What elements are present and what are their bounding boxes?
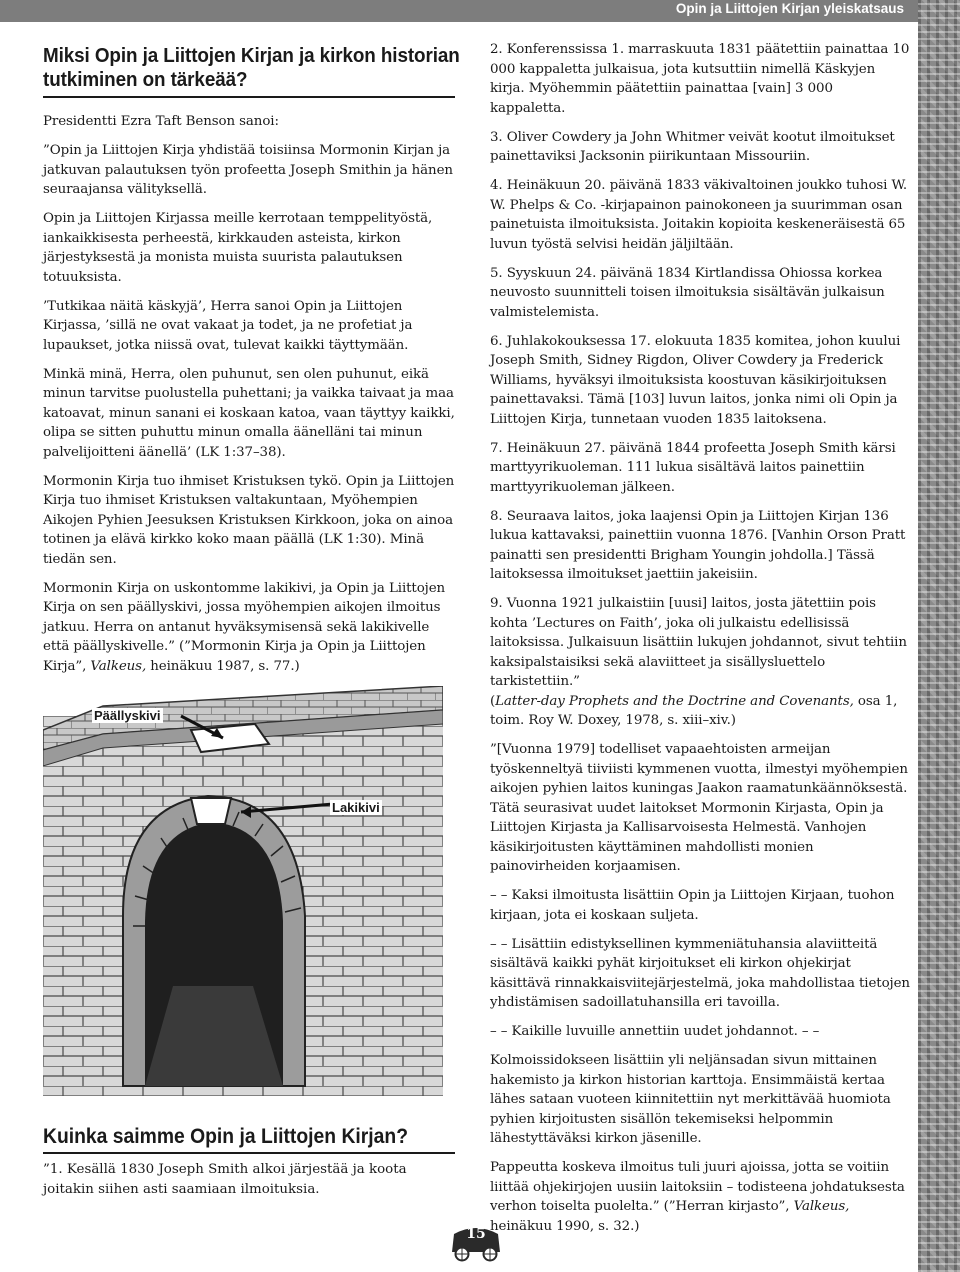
list-item: 7. Heinäkuun 27. päivänä 1844 profeetta Joseph Smith kärsi marttyyrikuoleman. 111 lukua sisältävä laitos painettiin marttyyrikuoleman jälkeen. — [490, 440, 896, 495]
list-item-text: 9. Vuonna 1921 julkaistiin [uusi] laitos, josta jätettiin pois kohta ’Lectures on Faith’, joka oli julkaistu edellisissä laitoksissa. Julkaisuun lisättiin lukujen johdannot, sivut tehtiin kaksipalstaisiksi sekä alaviitteet ja sisällysluettelo tarkistettiin.” — [490, 596, 907, 689]
label-keystone: Lakikivi — [332, 800, 380, 815]
right-column — [490, 40, 910, 1246]
list-item: 8. Seuraava laitos, joka laajensi Opin ja Liittojen Kirjan 136 lukua kattavaksi, painettiin vuonna 1876. [Vanhin Orson Pratt painatti sen presidentti Brigham Youngin johdolla.] Tässä laitoksessa ilmoitukset jaettiin jakeisiin. — [490, 508, 906, 582]
paragraph: – – Kaikille luvuille annettiin uudet johdannot. – – — [490, 1024, 820, 1039]
arch-illustration — [43, 686, 443, 1096]
source-detail: heinäkuu 1987, s. 77.) — [146, 658, 300, 674]
paragraph: Opin ja Liittojen Kirjassa meille kerrotaan temppelityöstä, iankaikkisesta perheestä, kirkkauden asteista, kirkon järjestyksestä ja monista muista suurista palautuksen totuuksista. — [43, 211, 433, 285]
paragraph: Kolmoissidokseen lisättiin yli neljänsadan sivun mittainen hakemisto ja kirkon historian karttoja. Ensimmäistä kertaa lähes sataan vuoteen kiinnitettiin nyt merkittävää huomiota pyhien kirjoitusten sisällön tekemiseksi helpommin lähestyttäväksi kirkon jäsenille. — [490, 1053, 891, 1146]
list-item: 5. Syyskuun 24. päivänä 1834 Kirtlandissa Ohiossa korkea neuvosto suunnitteli toisen ilmoituksia sisältävän julkaisun valmistelemista. — [490, 265, 885, 320]
paragraph: ”[Vuonna 1979] todelliset vapaaehtoisten armeijan työskenneltyä tiiviisti kymmenen vuotta, ilmestyi myöhempien aikojen pyhien laitos kuningas Jaakon raamatunkäännöksestä. Tätä seurasivat uudet laitokset Mormonin Kirjasta, Opin ja Liittojen Kirjasta ja Kallisarvoisesta Helmestä. Vanhojen käsikirjoitusten käyttäminen mahdollisti monien painovirheiden korjaamisen. — [490, 742, 908, 874]
page-number: 15 — [466, 1226, 486, 1242]
left-column — [43, 40, 460, 686]
section-heading: Kuinka saimme Opin ja Liittojen Kirjan? — [43, 1125, 408, 1148]
source-title: Valkeus, — [90, 658, 147, 674]
list-item — [490, 594, 910, 731]
citation-detail: osa 1, toim. Roy W. Doxey, 1978, s. xiii–xiv.) — [490, 693, 898, 728]
label-capstone: Päällyskivi — [94, 708, 161, 723]
heading-divider — [43, 96, 455, 98]
section-divider — [43, 1152, 455, 1154]
paragraph — [490, 1158, 910, 1236]
paragraph: – – Kaksi ilmoitusta lisättiin Opin ja Liittojen Kirjaan, tuohon kirjaan, jota ei koskaan suljeta. — [490, 888, 895, 923]
paragraph: ”1. Kesällä 1830 Joseph Smith alkoi järjestää ja koota joitakin siihen asti saamiaan ilmoituksia. — [43, 1162, 407, 1197]
list-item: 3. Oliver Cowdery ja John Whitmer veivät kootut ilmoitukset painettaviksi Jacksonin piirikuntaan Missouriin. — [490, 129, 895, 164]
paragraph-text: Pappeutta koskeva ilmoitus tuli juuri ajoissa, jotta se voitiin liittää ohjekirjojen uusiin laitoksiin – todisteena johdatuksesta verhon toiselta puolelta.” (”Herran kirjasto”, — [490, 1160, 905, 1214]
paragraph: Mormonin Kirja tuo ihmiset Kristuksen tykö. Opin ja Liittojen Kirja tuo ihmiset Kristuksen valtakuntaan, Myöhempien Aikojen Pyhien Jeesuksen Kristuksen Kirkkoon, joka on ainoa totinen ja elävä kirkko koko maan päällä (LK 1:30). Minä tiedän sen. — [43, 473, 455, 567]
source-title: Valkeus, — [793, 1199, 850, 1214]
paragraph: Presidentti Ezra Taft Benson sanoi: — [43, 114, 279, 129]
page-heading: Miksi Opin ja Liittojen Kirjan ja kirkon historian tutkiminen on tärkeää? — [43, 44, 460, 91]
list-item: 6. Juhlakokouksessa 17. elokuuta 1835 komitea, johon kuului Joseph Smith, Sidney Rigdon, Oliver Cowdery ja Frederick Williams, hyväksyi ilmoituksista koostuvan käsikirjoituksen painettavaksi. Tämä [103] luvun laitos, jonka nimi oli Opin ja Liittojen Kirja, tunnetaan vuoden 1835 laitoksena. — [490, 333, 901, 427]
header-bar — [0, 0, 918, 22]
paragraph-text: Mormonin Kirja on uskontomme lakikivi, ja Opin ja Liittojen Kirja on sen päällyskivi, jossa myöhempien aikojen ilmoitus jatkuu. Herra on antanut hyväksymisensä sekä lakikivelle että päällyskivelle.” (”Mormonin Kirja ja Opin ja Liittojen Kirja”, — [43, 580, 446, 674]
paragraph: – – Lisättiin edistyksellinen kymmeniätuhansia alaviitteitä sisältävä kaikki pyhät kirjoitukset eli kirkon ohjekirjat käsittävä rinnakkaisviitejärjestelmä, joka mahdollistaa tietojen yhdistämisen sadoillatuhansilla eri tavoilla. — [490, 936, 910, 1010]
list-item: 2. Konferenssissa 1. marraskuuta 1831 päätettiin painattaa 10 000 kappaletta julkaisua, jota kutsuttiin nimellä Käskyjen kirja. Myöhemmin päätettiin painattaa [vain] 3 000 kappaletta. — [490, 42, 910, 116]
citation-title: Latter-day Prophets and the Doctrine and Covenants, — [495, 693, 854, 709]
paragraph: ’Tutkikaa näitä käskyjä’, Herra sanoi Opin ja Liittojen Kirjassa, ’sillä ne ovat vakaat ja todet, ja ne profetiat ja lupaukset, jotka niissä ovat, tulevat kaikki täyttymään. — [43, 298, 413, 353]
source-detail: heinäkuu 1990, s. 32.) — [490, 1218, 640, 1234]
paragraph — [43, 579, 455, 677]
decorative-texture-strip — [918, 0, 960, 1272]
section-title: Opin ja Liittojen Kirjan yleiskatsaus — [675, 1, 904, 16]
paragraph: Minkä minä, Herra, olen puhunut, sen olen puhunut, eikä minun tarvitse puolustella puhettani; ja vaikka taivaat ja maa katoavat, minun sanani ei koskaan katoa, vaan täyttyy kaikki, olipa se sitten puhuttu minun omalla äänelläni tai minun palvelijoitteni äänellä’ (LK 1:37–38). — [43, 366, 455, 460]
list-item: 4. Heinäkuun 20. päivänä 1833 väkivaltoinen joukko tuhosi W. W. Phelps & Co. -kirjapainon painokoneen ja suurimman osan painetuista ilmoituksista. Joitakin kopioita keskeneräisestä 65 luvun työstä selvisi heidän jäljiltään. — [490, 178, 908, 252]
paragraph: ”Opin ja Liittojen Kirja yhdistää toisiinsa Mormonin Kirjan ja jatkuvan palautuksen työn profeetta Joseph Smithin ja hänen seuraajansa välityksellä. — [43, 143, 453, 197]
citation-open: ( — [490, 693, 496, 709]
